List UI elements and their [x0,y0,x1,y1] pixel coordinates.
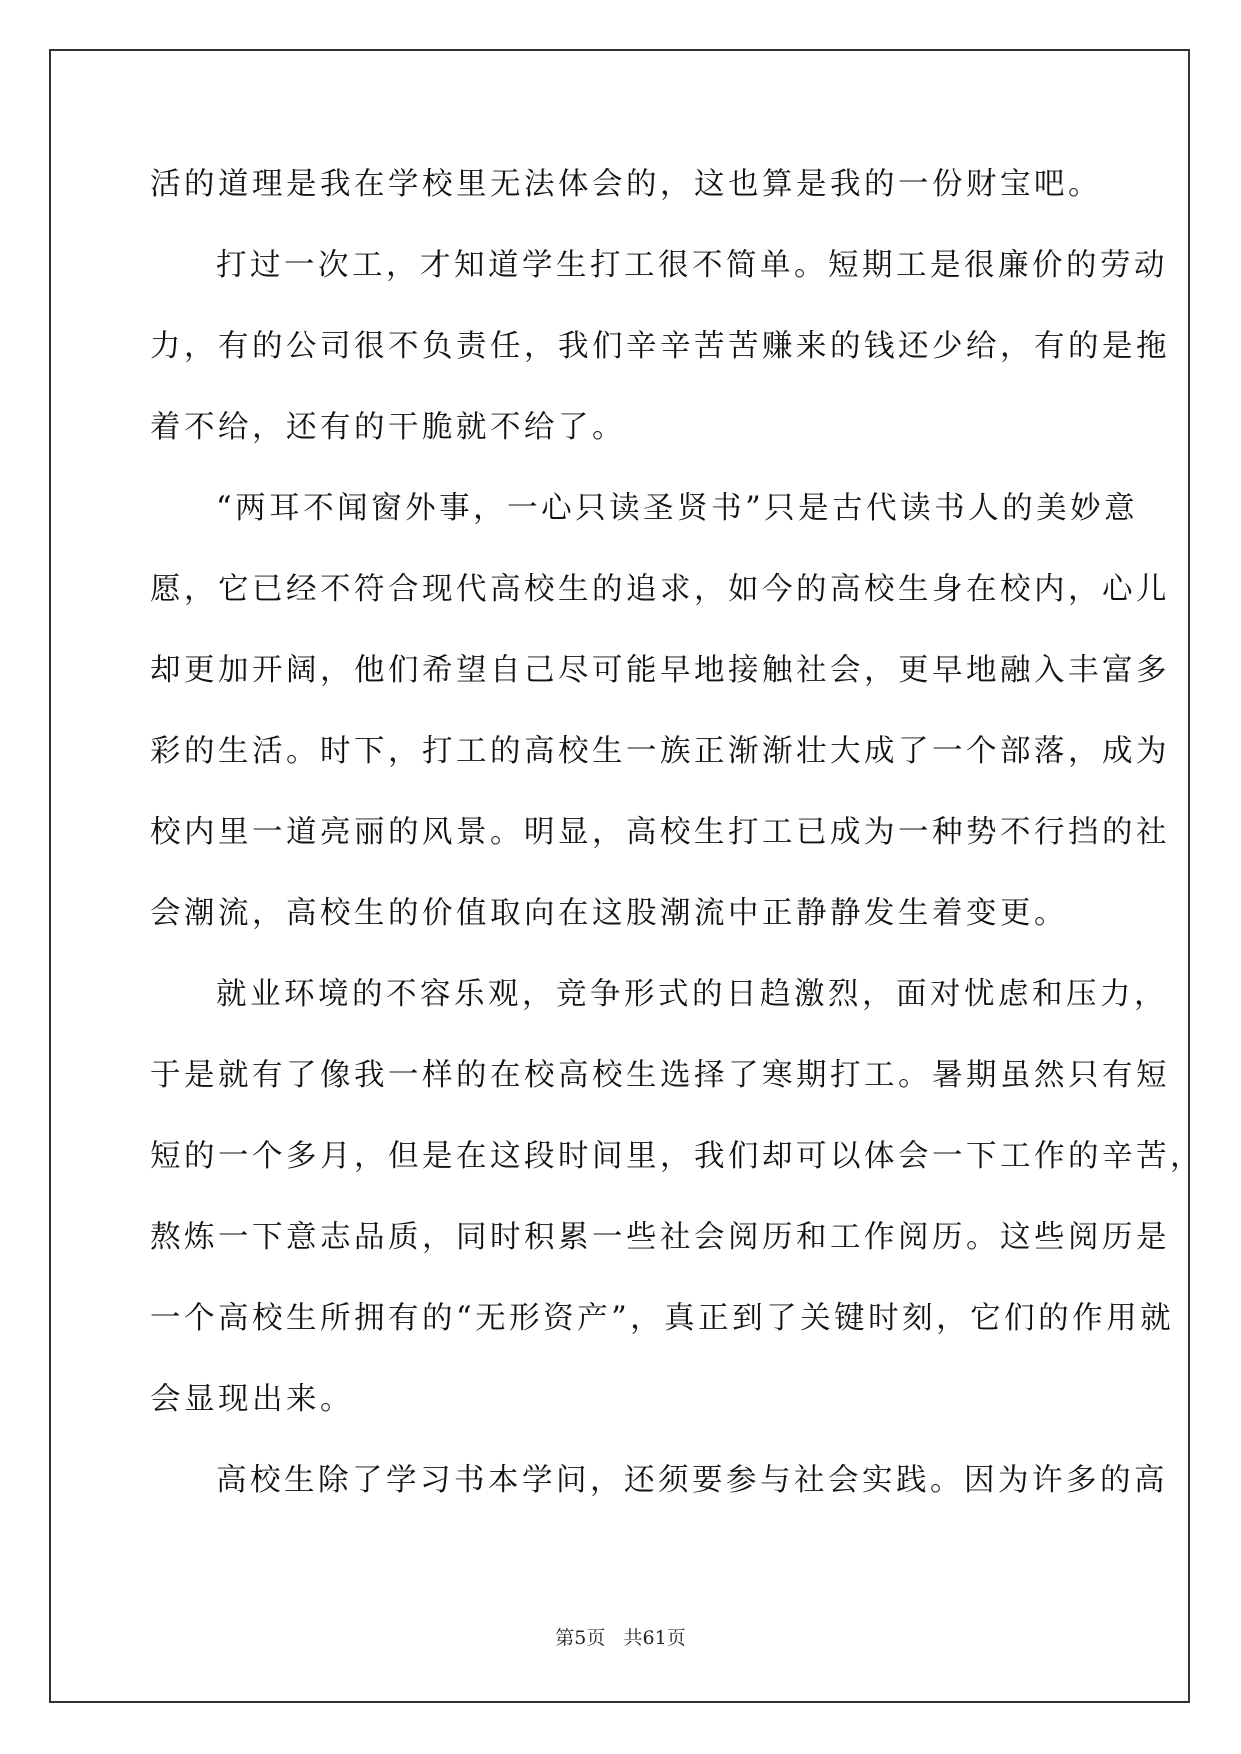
text-line: 着不给，还有的干脆就不给了。 [150,410,626,445]
text-line: 熬炼一下意志品质，同时积累一些社会阅历和工作阅历。这些阅历是 [150,1220,1170,1255]
text-line: 会潮流，高校生的价值取向在这股潮流中正静静发生着变更。 [150,896,1068,931]
text-line: 活的道理是我在学校里无法体会的，这也算是我的一份财宝吧。 [150,167,1102,202]
text-line: 彩的生活。时下，打工的高校生一族正渐渐壮大成了一个部落，成为 [150,734,1170,769]
page-total: 共61页 [623,1627,686,1649]
paragraph-start-line: 高校生除了学习书本学问，还须要参与社会实践。因为许多的高 [216,1463,1168,1498]
text-line: 却更加开阔，他们希望自己尽可能早地接触社会，更早地融入丰富多 [150,653,1170,688]
paragraph-start-line: “两耳不闻窗外事，一心只读圣贤书”只是古代读书人的美妙意 [216,491,1139,526]
text-line: 短的一个多月，但是在这段时间里，我们却可以体会一下工作的辛苦， [150,1139,1204,1174]
text-line: 校内里一道亮丽的风景。明显，高校生打工已成为一种势不行挡的社 [150,815,1170,850]
text-line: 一个高校生所拥有的“无形资产”，真正到了关键时刻，它们的作用就 [150,1301,1175,1336]
page-footer [0,1626,1241,1650]
text-line: 愿，它已经不符合现代高校生的追求，如今的高校生身在校内，心儿 [150,572,1170,607]
document-body [150,158,1204,1535]
paragraph-start-line: 就业环境的不容乐观，竞争形式的日趋激烈，面对忧虑和压力， [216,977,1168,1012]
text-line: 力，有的公司很不负责任，我们辛辛苦苦赚来的钱还少给，有的是拖 [150,329,1170,364]
text-line: 会显现出来。 [150,1382,354,1417]
paragraph-start-line: 打过一次工，才知道学生打工很不简单。短期工是很廉价的劳动 [216,248,1168,283]
text-line: 于是就有了像我一样的在校高校生选择了寒期打工。暑期虽然只有短 [150,1058,1170,1093]
page-number: 第5页 [555,1627,606,1649]
